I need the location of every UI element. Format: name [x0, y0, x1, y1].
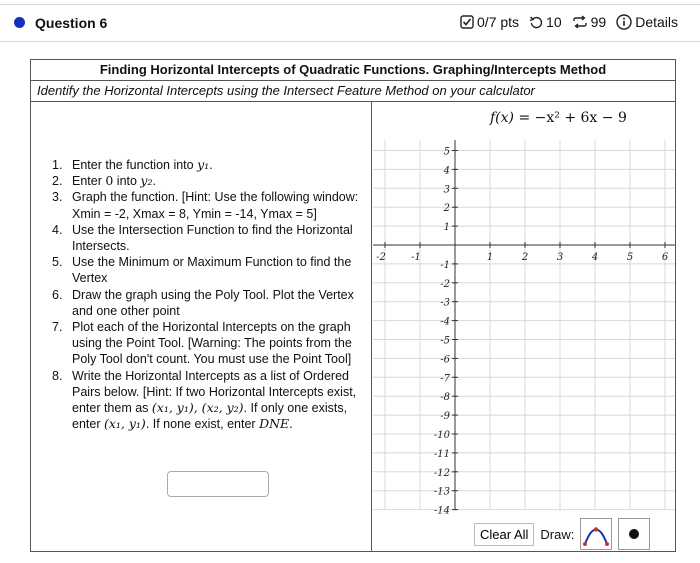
y-tick-label: -11 — [433, 448, 450, 460]
x-tick-label: 2 — [521, 252, 529, 263]
y-tick-label: -8 — [440, 392, 450, 404]
points-text: 0/7 pts — [477, 14, 520, 30]
points-checkbox-icon — [460, 15, 474, 29]
details-label: Details — [635, 14, 678, 30]
y-tick-label: -7 — [440, 373, 450, 385]
y-tick-label: -12 — [433, 467, 450, 479]
instructions-list — [52, 157, 370, 432]
question-meta — [454, 14, 678, 30]
y-tick-label: -14 — [433, 505, 450, 517]
parabola-icon — [582, 521, 610, 547]
y-tick-label: -1 — [440, 259, 450, 271]
undo-icon — [529, 15, 543, 29]
top-divider — [0, 4, 700, 5]
info-icon — [616, 14, 632, 30]
problem-subtitle: Identify the Horizontal Intercepts using the Intersect Feature Method on your calculator — [30, 81, 676, 102]
instruction-item: 7. Plot each of the Horizontal Intercepts on the graph using the Point Tool. [Warning: The points from the Poly Tool don't count. You must use the Point Tool] — [52, 320, 352, 367]
instruction-item: 1. Enter the function into y₁. — [52, 157, 213, 172]
poly-tool-button[interactable] — [580, 518, 612, 550]
attempts-group — [572, 14, 607, 30]
instruction-item: 4. Use the Intersection Function to find the Horizontal Intersects. — [52, 222, 353, 254]
function-formula: f(x) = −x² + 6x − 9 — [490, 110, 627, 126]
instruction-item: 2. Enter 0 into y₂. — [52, 173, 156, 189]
instruction-item: 5. Use the Minimum or Maximum Function to find the Vertex — [52, 255, 352, 286]
instruction-item: 8. Write the Horizontal Intercepts as a list of Ordered Pairs below. [Hint: If two Horizontal Intercepts exist, enter them as (x₁, y₁), (x₂, y₂). If only one exists, enter (x₁, y₁). If none exist, enter DNE. — [52, 368, 357, 432]
x-tick-label: 4 — [591, 252, 599, 263]
retry-group[interactable] — [529, 14, 562, 30]
x-tick-label: 6 — [661, 252, 669, 263]
y-tick-label: -13 — [433, 486, 450, 498]
y-tick-label: -2 — [440, 278, 450, 290]
y-tick-label: 2 — [443, 203, 450, 215]
graph-canvas[interactable] — [373, 140, 675, 517]
y-tick-label: 4 — [443, 165, 450, 177]
header-divider — [0, 41, 700, 42]
x-tick-label: -2 — [376, 252, 386, 263]
x-tick-label: -1 — [411, 252, 421, 263]
details-link[interactable] — [616, 14, 678, 30]
x-tick-label: 5 — [626, 252, 634, 263]
y-tick-label: 1 — [443, 222, 450, 234]
y-tick-label: -4 — [440, 316, 450, 328]
points-group — [460, 14, 519, 30]
instruction-item: 3. Graph the function. [Hint: Use the following window: Xmin = -2, Xmax = 8, Ymin = -14, Ymax = 5] — [52, 190, 359, 221]
y-tick-label: 3 — [443, 184, 450, 196]
y-tick-label: -3 — [440, 297, 450, 309]
problem-title: Finding Horizontal Intercepts of Quadratic Functions. Graphing/Intercepts Method — [30, 59, 676, 81]
clear-all-button[interactable]: Clear All — [474, 523, 534, 546]
x-tick-label: 1 — [486, 252, 494, 263]
question-title: Question 6 — [35, 15, 108, 31]
point-icon — [627, 527, 641, 541]
retries-count: 10 — [546, 14, 562, 30]
point-tool-button[interactable] — [618, 518, 650, 550]
instruction-item: 6. Draw the graph using the Poly Tool. Plot the Vertex and one other point — [52, 287, 354, 318]
y-tick-label: -6 — [440, 354, 450, 366]
attempts-count: 99 — [590, 14, 607, 30]
answer-input[interactable] — [167, 471, 269, 497]
y-tick-label: -9 — [440, 411, 450, 423]
y-tick-label: -10 — [433, 430, 450, 441]
y-tick-label: 5 — [443, 146, 450, 158]
repeat-icon — [572, 15, 588, 29]
draw-toolbar — [474, 518, 650, 550]
x-tick-label: 3 — [556, 252, 564, 263]
question-status-dot — [14, 17, 25, 28]
y-tick-label: -5 — [440, 335, 450, 347]
draw-label: Draw: — [540, 526, 575, 542]
